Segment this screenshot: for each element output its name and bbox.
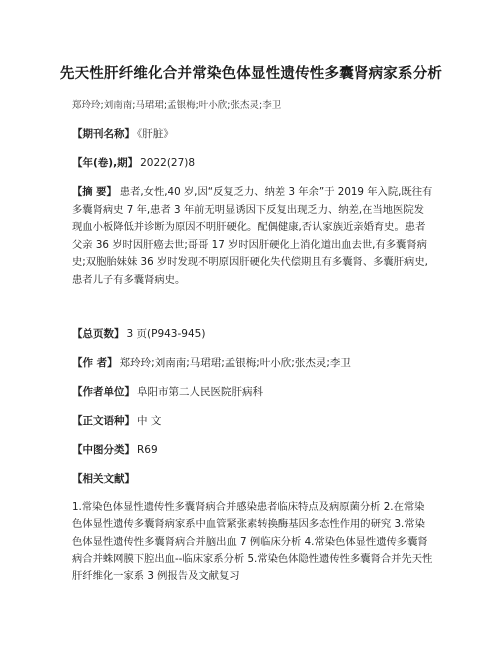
journal-field xyxy=(72,126,174,141)
classification-label: 【中图分类】 xyxy=(72,444,135,456)
related-label: 【相关文献】 xyxy=(72,473,135,485)
abstract-section xyxy=(72,184,434,290)
pages-field xyxy=(72,326,205,341)
year-issue-value: 2022(27)8 xyxy=(140,157,196,169)
affiliation-value: 阜阳市第二人民医院肝病科 xyxy=(137,386,263,398)
journal-label: 【期刊名称】 xyxy=(72,128,135,140)
pages-value: 3 页(P943-945) xyxy=(126,328,206,340)
year-issue-label: 【年(卷),期】 xyxy=(72,157,139,169)
abstract-text: 患者,女性,40 岁,因“反复乏力、纳差 3 年余”于 2019 年入院,既往有多囊肾病史 7 年,患者 3 年前无明显诱因下反复出现乏力、纳差,在当地医院发现血小板降低并诊断为原因不明肝硬化。配偶健康,否认家族近亲婚育史。患者父亲 36 岁时因肝癌去世;哥哥 17 岁时因肝硬化上消化道出血去世,有多囊肾病史;双胞胎妹妹 36 岁时发现不明原因肝硬化失代偿期且有多囊肾、多囊肝病史,患者儿子有多囊肾病史。 xyxy=(72,186,433,286)
pages-label: 【总页数】 xyxy=(72,328,125,340)
language-field xyxy=(72,413,161,428)
classification-field xyxy=(72,442,158,457)
journal-value: 《肝脏》 xyxy=(137,128,174,140)
language-value: 中 文 xyxy=(137,415,162,427)
language-label: 【正文语种】 xyxy=(72,415,135,427)
author-field-label: 【作 者】 xyxy=(72,357,118,369)
page-title: 先天性肝纤维化合并常染色体显性遗传性多囊肾病家系分析 xyxy=(59,66,443,82)
author-field xyxy=(72,355,351,370)
affiliation-field xyxy=(72,384,263,399)
abstract-label: 【摘 要】 xyxy=(72,186,117,198)
year-issue-field xyxy=(72,155,195,170)
related-heading xyxy=(72,471,135,486)
author-field-value: 郑玲玲;刘南南;马珺珺;孟银梅;叶小欣;张杰灵;李卫 xyxy=(119,357,351,369)
affiliation-label: 【作者单位】 xyxy=(72,386,135,398)
related-literature-list: 1.常染色体显性遗传性多囊肾病合并感染患者临床特点及病原菌分析 2.在常染色体显性遗传多囊肾病家系中血管紧张素转换酶基因多态性作用的研究 3.常染色体显性遗传性多囊肾病合并脑出血 7 例临床分析 4.常染色体显性遗传多囊肾病合并蛛网膜下腔出血--临床家系分析 5.常染色体隐性遗传性多囊肾合并先天性肝纤维化一家系 3 例报告及文献复习 xyxy=(72,501,433,583)
author-list: 郑玲玲;刘南南;马珺珺;孟银梅;叶小欣;张杰灵;李卫 xyxy=(72,100,282,111)
classification-value: R69 xyxy=(137,444,158,456)
